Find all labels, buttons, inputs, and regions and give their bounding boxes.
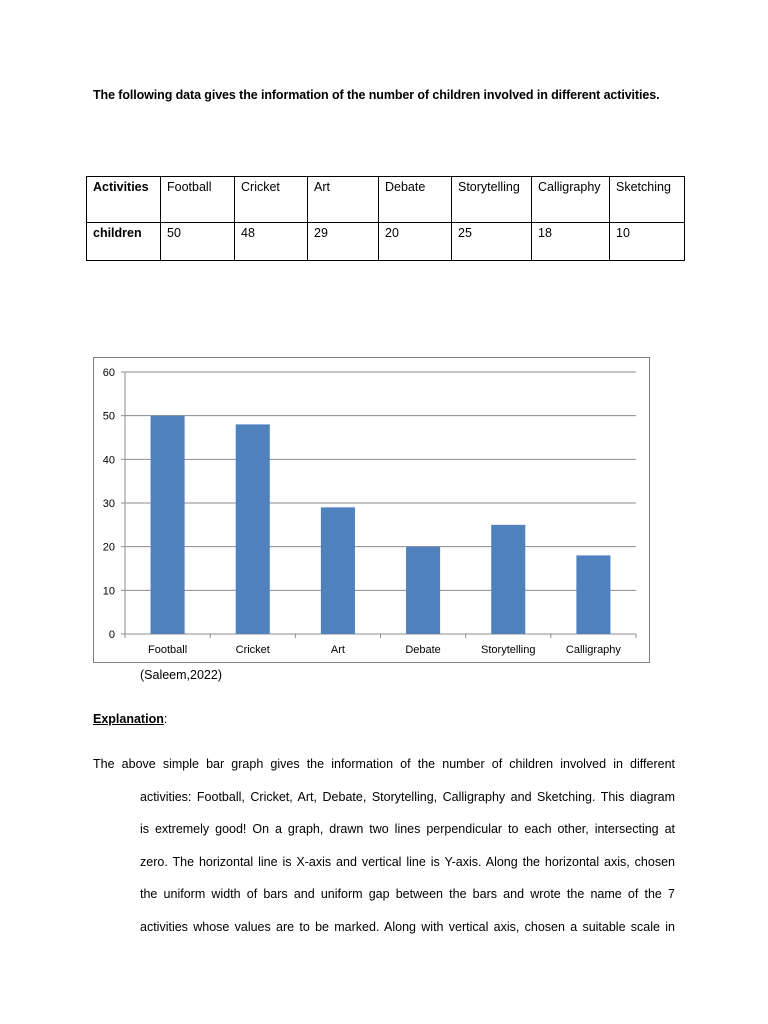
paragraph-line-text: the uniform width of bars and uniform gap between the bars and wrote the name of the 7 bbox=[140, 887, 675, 901]
bar bbox=[151, 416, 185, 634]
y-tick-label: 60 bbox=[102, 367, 115, 379]
paragraph-line-text: is extremely good! On a graph, drawn two lines perpendicular to each other, intersecting at bbox=[140, 822, 675, 836]
citation: (Saleem,2022) bbox=[140, 668, 222, 682]
table-row-label: children bbox=[87, 223, 161, 261]
paragraph-line bbox=[93, 753, 675, 786]
y-tick-label: 50 bbox=[102, 410, 115, 423]
table-cell: 10 bbox=[610, 223, 685, 261]
table-column-header: Cricket bbox=[235, 177, 308, 223]
paragraph-line bbox=[93, 818, 675, 851]
bar bbox=[406, 547, 440, 634]
paragraph-line bbox=[93, 916, 675, 949]
explanation-paragraph bbox=[93, 753, 675, 948]
table-cell: 20 bbox=[379, 223, 452, 261]
table-column-header: Sketching bbox=[610, 177, 685, 223]
paragraph-line bbox=[93, 883, 675, 916]
table-column-header: Calligraphy bbox=[532, 177, 610, 223]
table-column-header: Football bbox=[161, 177, 235, 223]
x-tick-label: Calligraphy bbox=[565, 644, 621, 656]
paragraph-line-text: zero. The horizontal line is X-axis and vertical line is Y-axis. Along the horizontal axis, chosen bbox=[140, 854, 675, 869]
explanation-heading bbox=[93, 712, 167, 726]
table-header-row bbox=[87, 177, 685, 223]
table-cell: 29 bbox=[308, 223, 379, 261]
bar bbox=[321, 507, 355, 634]
explanation-heading-colon: : bbox=[163, 712, 168, 726]
paragraph-line-text: The above simple bar graph gives the information of the number of children involved in different bbox=[93, 757, 675, 771]
y-tick-label: 40 bbox=[102, 454, 115, 467]
table-cell: 25 bbox=[452, 223, 532, 261]
table-cell: 18 bbox=[532, 223, 610, 261]
x-tick-label: Storytelling bbox=[481, 644, 536, 656]
bar-chart-svg bbox=[94, 358, 649, 662]
activities-table bbox=[86, 176, 685, 261]
y-tick-label: 30 bbox=[102, 498, 115, 510]
table-header-label: Activities bbox=[87, 177, 161, 223]
bar bbox=[576, 555, 610, 634]
table-cell: 50 bbox=[161, 223, 235, 261]
paragraph-line-text: activities: Football, Cricket, Art, Debate, Storytelling, Calligraphy and Sketching. This diagram bbox=[140, 789, 675, 804]
x-tick-label: Art bbox=[330, 644, 345, 656]
explanation-heading-label: Explanation bbox=[93, 712, 164, 726]
table-cell: 48 bbox=[235, 223, 308, 261]
y-tick-label: 10 bbox=[102, 585, 115, 598]
bar bbox=[491, 525, 525, 634]
page-heading: The following data gives the information of the number of children involved in different activities. bbox=[93, 88, 660, 102]
bar bbox=[236, 424, 270, 634]
x-tick-label: Debate bbox=[405, 644, 441, 656]
paragraph-line bbox=[93, 786, 675, 819]
y-tick-label: 0 bbox=[108, 629, 115, 641]
table-row bbox=[87, 223, 685, 261]
table-column-header: Storytelling bbox=[452, 177, 532, 223]
x-tick-label: Football bbox=[148, 644, 188, 656]
y-tick-label: 20 bbox=[102, 541, 115, 554]
paragraph-line-text: activities whose values are to be marked. Along with vertical axis, chosen a suitable scale in bbox=[140, 919, 675, 934]
bar-chart bbox=[93, 357, 650, 663]
table-column-header: Art bbox=[308, 177, 379, 223]
table-column-header: Debate bbox=[379, 177, 452, 223]
paragraph-line bbox=[93, 851, 675, 884]
x-tick-label: Cricket bbox=[235, 644, 270, 656]
